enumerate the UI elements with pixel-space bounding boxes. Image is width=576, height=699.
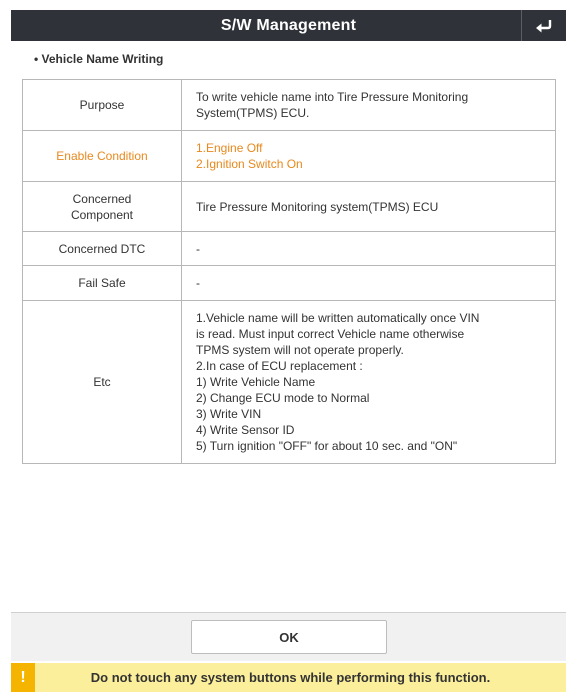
back-button[interactable] xyxy=(521,10,566,41)
row-label: Fail Safe xyxy=(23,266,182,301)
table-row-etc xyxy=(23,301,556,464)
row-value: Tire Pressure Monitoring system(TPMS) ECU xyxy=(182,182,556,232)
footer-bar xyxy=(11,612,566,661)
section-title: • Vehicle Name Writing xyxy=(34,52,164,66)
row-value: To write vehicle name into Tire Pressure Monitoring System(TPMS) ECU. xyxy=(182,80,556,131)
row-value: - xyxy=(182,232,556,266)
warning-icon: ! xyxy=(11,663,35,692)
row-label: Enable Condition xyxy=(23,131,182,182)
warning-banner xyxy=(11,663,566,692)
table-row-enable-condition xyxy=(23,131,556,182)
row-label: Concerned Component xyxy=(23,182,182,232)
row-label: Etc xyxy=(23,301,182,464)
row-value: 1.Vehicle name will be written automatically once VIN is read. Must input correct Vehicle name otherwise TPMS system will not operate properly. 2.In case of ECU replacement : 1) Write Vehicle Name 2) Change ECU mode to Normal 3) Write VIN 4) Write Sensor ID 5) Turn ignition "OFF" for about 10 sec. and "ON" xyxy=(182,301,556,464)
row-value: - xyxy=(182,266,556,301)
back-arrow-icon xyxy=(534,18,554,34)
table-row-concerned-dtc xyxy=(23,232,556,266)
table-row-purpose xyxy=(23,80,556,131)
table-row-fail-safe xyxy=(23,266,556,301)
table-row-concerned-component xyxy=(23,182,556,232)
row-value: 1.Engine Off 2.Ignition Switch On xyxy=(182,131,556,182)
title-bar xyxy=(11,10,566,41)
info-table xyxy=(22,79,556,464)
ok-button[interactable]: OK xyxy=(191,620,387,654)
row-label: Purpose xyxy=(23,80,182,131)
row-label: Concerned DTC xyxy=(23,232,182,266)
warning-text: Do not touch any system buttons while performing this function. xyxy=(90,670,491,685)
page-title: S/W Management xyxy=(220,16,357,34)
